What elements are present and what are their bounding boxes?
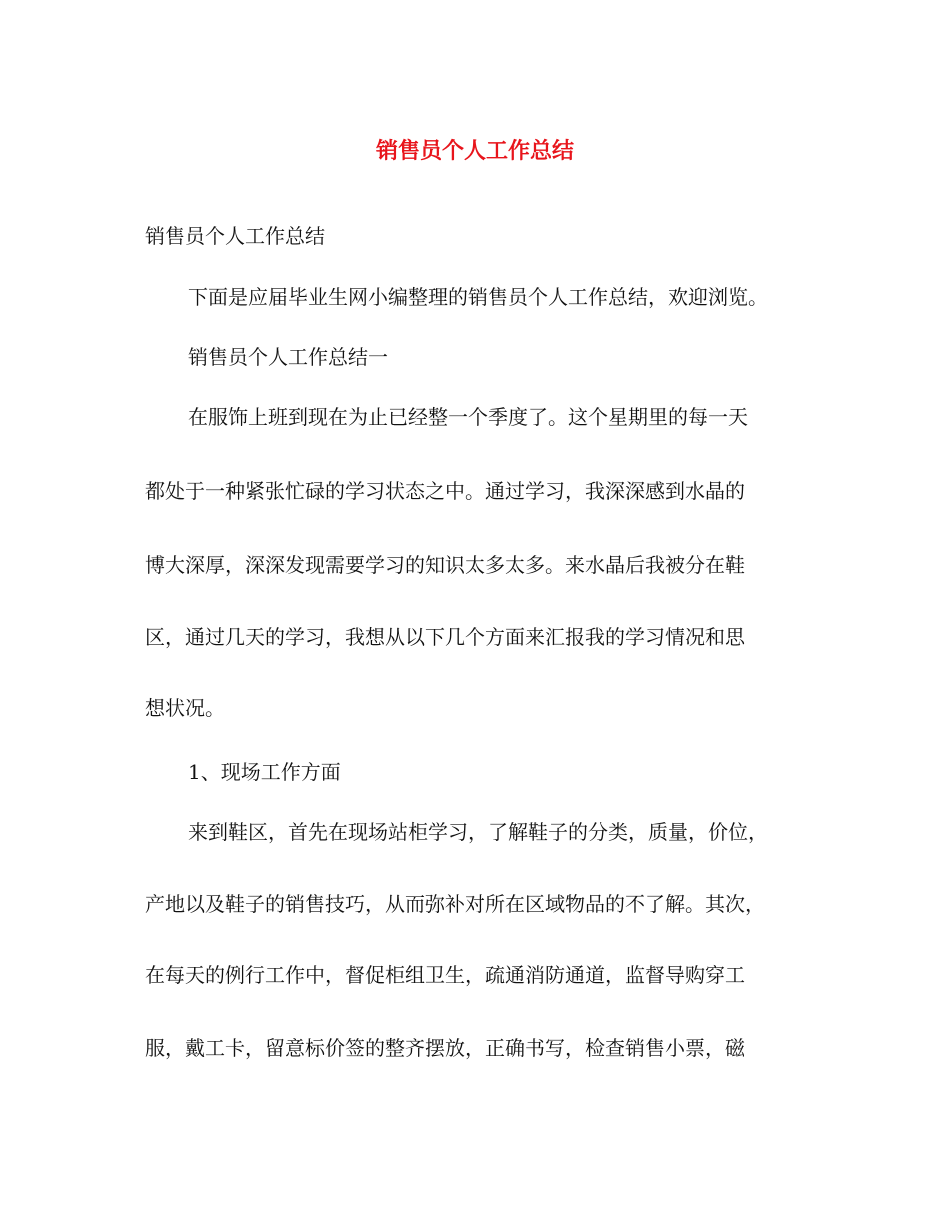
- paragraph-line: 服，戴工卡，留意标价签的整齐摆放，正确书写，检查销售小票，磁: [145, 1036, 745, 1060]
- section-heading: 销售员个人工作总结一: [188, 345, 388, 369]
- subtitle-line: 销售员个人工作总结: [145, 224, 325, 248]
- paragraph-line: 博大深厚，深深发现需要学习的知识太多太多。来水晶后我被分在鞋: [145, 553, 745, 577]
- paragraph-line: 在服饰上班到现在为止已经整一个季度了。这个星期里的每一天: [188, 405, 748, 429]
- paragraph-line: 在每天的例行工作中，督促柜组卫生，疏通消防通道，监督导购穿工: [145, 963, 745, 987]
- paragraph-line: 产地以及鞋子的销售技巧，从而弥补对所在区域物品的不了解。其次，: [145, 892, 765, 916]
- document-title: 销售员个人工作总结: [375, 138, 574, 164]
- intro-line: 下面是应届毕业生网小编整理的销售员个人工作总结，欢迎浏览。: [188, 285, 768, 309]
- paragraph-line: 区，通过几天的学习，我想从以下几个方面来汇报我的学习情况和思: [145, 625, 745, 649]
- paragraph-line: 都处于一种紧张忙碌的学习状态之中。通过学习，我深深感到水晶的: [145, 479, 745, 503]
- paragraph-line: 想状况。: [145, 696, 225, 720]
- subsection-heading: 1、现场工作方面: [188, 760, 341, 784]
- paragraph-line: 来到鞋区，首先在现场站柜学习，了解鞋子的分类，质量，价位，: [188, 820, 768, 844]
